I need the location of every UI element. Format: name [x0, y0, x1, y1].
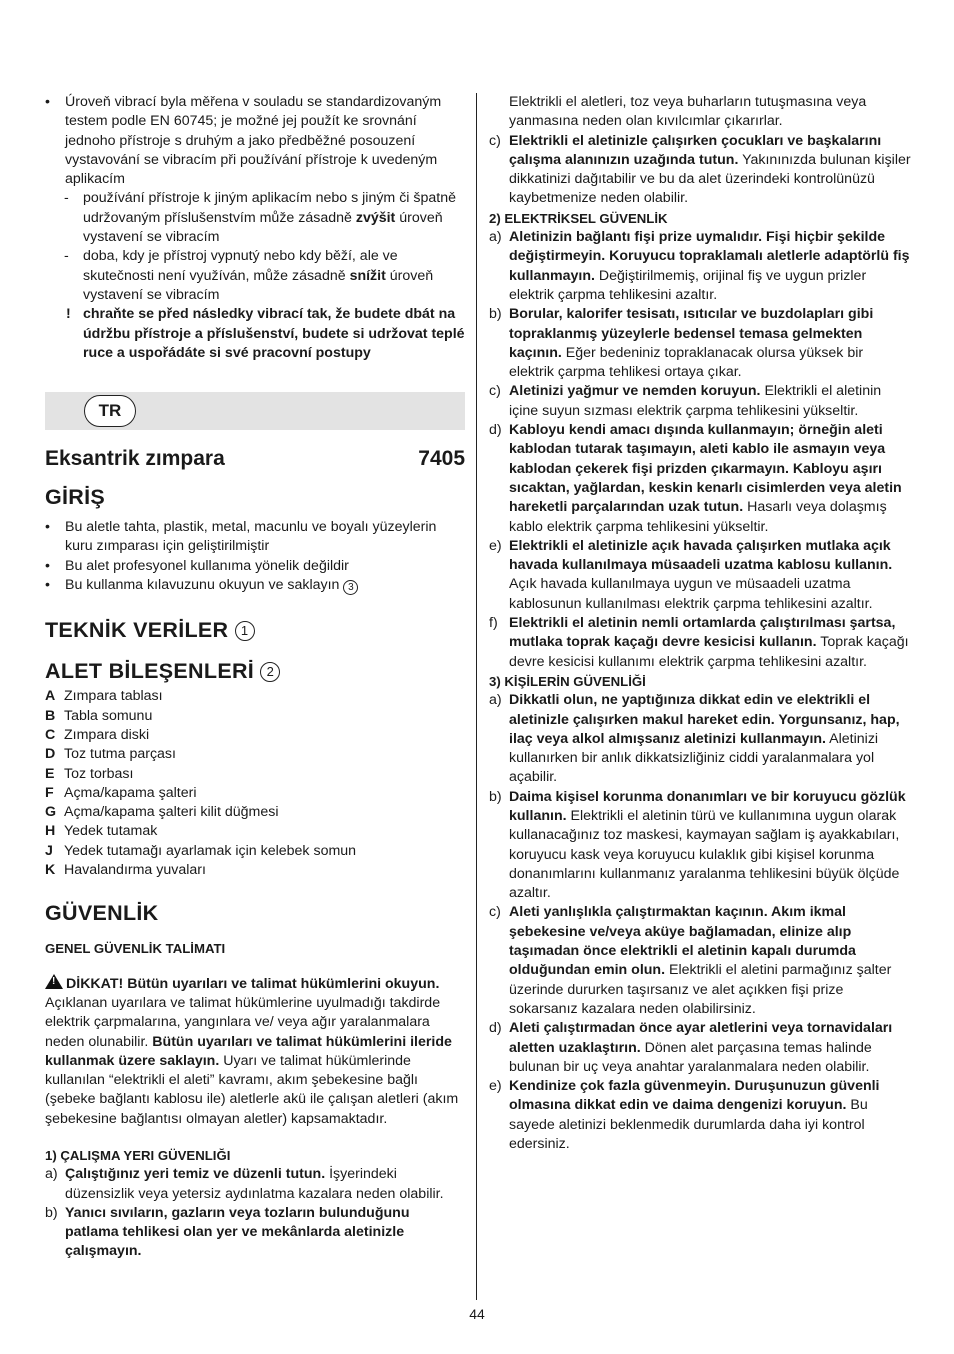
cz-sub-item-1	[45, 189, 465, 247]
item-letter: a)	[45, 1166, 58, 1183]
cz-sub1-bold: zvýšit	[355, 209, 396, 226]
item-text: Eğer bedeniniz topraklanacak olursa yüksek bir elektrik çarpma tehlikesi ortaya çıkar.	[509, 344, 864, 381]
personal-item-c	[489, 903, 911, 1019]
item-bold: Aleti çalıştırmadan önce ayar aletlerini veya tornavidaları aletten uzaklaştırın.	[509, 1020, 893, 1056]
parts-heading-text: ALET BİLEŞENLERİ	[45, 659, 255, 684]
item-letter: e)	[489, 1078, 502, 1095]
warning-icon	[45, 974, 63, 989]
item-text: Elektrikli el aletinin türü ve kullanımına uygun olarak kullanacağınız toz maskesi, kaymayan sağlam iş ayakkabıları, koruyucu kask veya koruyucu kulaklık gibi kişisel korunma donanımlarını kullanmanız yaralanma tehlikesini büyük ölçüde azaltır.	[509, 807, 900, 902]
part-key: A	[45, 688, 56, 705]
item-letter: a)	[489, 229, 502, 246]
item-text: İşyerindeki düzensizlik veya yetersiz aydınlatma kazalara neden olabilir.	[65, 1166, 444, 1202]
item-letter: d)	[489, 422, 502, 439]
item-bold: Kendinize çok fazla güvenmeyin. Duruşunuzun güvenli olmasına dikkat edin ve daima dengenizi koruyun.	[509, 1078, 880, 1114]
list-item	[45, 765, 465, 784]
cz-bullet	[45, 93, 465, 189]
part-key: E	[45, 765, 55, 782]
personal-item-b	[489, 788, 911, 904]
item-text: Bu sayede aletinizi beklenmedik durumlarda daha iyi kontrol edersiniz.	[509, 1097, 868, 1153]
item-bold: Kabloyu kendi amacı dışında kullanmayın; örneğin aleti kablodan tutarak taşımayın, aleti kablo ile asmayın veya kablodan çekerek fişi prizden çıkarmayın. Kabloyu aşırı sıcaktan, yağlardan, keskin kenarlı cisimlerden veya aletin hareketli parçalarından uzak tutun.	[509, 422, 902, 516]
right-column	[489, 93, 911, 1154]
item-letter: c)	[489, 383, 501, 400]
general-safety-heading: GENEL GÜVENLİK TALİMATI	[45, 941, 226, 957]
item-letter: f)	[489, 615, 498, 632]
figure-ref-3: 3	[343, 580, 358, 595]
part-key: G	[45, 804, 57, 821]
work-area-item-b	[45, 1204, 465, 1262]
tech-heading-text: TEKNİK VERİLER	[45, 618, 229, 643]
list-item	[45, 726, 465, 745]
part-key: K	[45, 862, 56, 879]
product-title-row	[45, 446, 465, 472]
parts-list	[45, 687, 465, 880]
item-bold: Daima kişisel korunma donanımları ve bir koruyucu gözlük kullanın.	[509, 788, 906, 824]
item-letter: e)	[489, 537, 502, 554]
page-number: 44	[469, 1306, 485, 1322]
personal-item-d	[489, 1019, 911, 1077]
work-area-item-c	[489, 132, 911, 209]
list-item	[45, 707, 465, 726]
cz-sub2-text: doba, kdy je přístroj vypnutý nebo kdy běží, ale ve skutečnosti není využíván, může zásadně	[83, 248, 398, 284]
cz-sub1-text: používání přístroje k jiným aplikacím nebo s jiným či špatně udržovaným příslušenstvím může zásadně	[83, 190, 456, 226]
item-text: Dönen alet parçasına temas halinde bulunan bir uç veya anahtar yaralanmalara neden olabilir.	[509, 1039, 872, 1075]
item-bold: Borular, kalorifer tesisatı, ısıtıcılar ve buzdolapları gibi topraklanmış yüzeylerle bedensel temasa gelmekten kaçının.	[509, 306, 874, 361]
dash-mark: -	[64, 190, 69, 207]
exclamation-mark: !	[66, 306, 71, 323]
item-letter: c)	[489, 132, 501, 149]
item-text: Elektrikli el aletleri, toz veya buharların tutuşmasına veya yanmasına neden olan kıvılcımlar çıkarırlar.	[509, 94, 867, 130]
language-band	[45, 392, 465, 430]
list-item	[45, 803, 465, 822]
cz-bullet-text: Úroveň vibrací byla měřena v souladu se standardizovaným testem podle EN 60745; je možné jej použít ke srovnání jednoho přístroje s druhým a jako předběžné posouzení vystavování se vibracím při používání přístroje k uvedeným aplikacím	[65, 94, 442, 188]
item-letter: d)	[489, 1020, 502, 1037]
bullet-mark: •	[45, 577, 50, 594]
cz-warning	[45, 305, 465, 363]
electrical-item-c	[489, 382, 911, 421]
part-label: Yedek tutamağı ayarlamak için kelebek somun	[64, 842, 357, 859]
bullet-mark: •	[45, 519, 50, 536]
item-text: Değiştirilmemiş, orijinal fiş ve uygun prizler elektrik çarpma tehlikesini azaltır.	[509, 267, 867, 303]
general-warning	[45, 974, 465, 1129]
item-bold: Çalıştığınız yeri temiz ve düzenli tutun.	[65, 1166, 326, 1183]
item-bold: Aleti yanlışlıkla çalıştırmaktan kaçının. Akım ikmal şebekesine ve/veya aküye bağlamadan, elinize alıp taşımadan önce elektrikli el aletinin kapalı durumda olduğundan emin olun.	[509, 904, 856, 979]
item-text: Toprak kaçağı devre kesicisi kullanımı elektrik çarpma tehlikesini azaltır.	[509, 634, 909, 670]
part-label: Zımpara tablası	[64, 688, 163, 705]
item-letter: a)	[489, 692, 502, 709]
personal-item-e	[489, 1077, 911, 1154]
item-text: Hasarlı veya dolaşmış kablo elektrik çarpma tehlikesini yükseltir.	[509, 499, 887, 535]
language-badge: TR	[84, 395, 136, 427]
item-letter: b)	[489, 306, 502, 323]
intro-bullet-text: Bu alet profesyonel kullanıma yönelik değildir	[65, 557, 349, 574]
part-key: B	[45, 707, 56, 724]
item-text: Elektrikli el aletini parmağınız şalter üzerinde dururken taşırsanız ve alet açıkken fişi prize sokarsanız kazalara neden olabilirsiniz.	[509, 962, 892, 1017]
part-key: F	[45, 784, 54, 801]
part-label: Açma/kapama şalteri kilit düğmesi	[64, 804, 279, 821]
work-area-item-b-cont	[489, 93, 911, 132]
intro-bullet-text: Bu kullanma kılavuzunu okuyun ve saklayın	[65, 577, 340, 594]
intro-heading: GİRİŞ	[45, 485, 106, 510]
part-label: Açma/kapama şalteri	[64, 784, 197, 801]
part-label: Toz tutma parçası	[64, 746, 176, 763]
item-text: Aletinizi kullanırken bir anlık dikkatsizliğiniz ciddi yaralanmalara yol açabilir.	[509, 730, 879, 786]
item-bold: Dikkatli olun, ne yaptığınıza dikkat edin ve elektrikli el aletinizle çalışırken makul hareket edin. Yorgunsanız, hap, ilaç veya alkol almışsanız aletinizi kullanmayın.	[509, 692, 900, 747]
warning-bold-1: DİKKAT! Bütün uyarıları ve talimat hükümlerini okuyun.	[66, 975, 440, 992]
item-bold: Yanıcı sıvıların, gazların veya tozların bulunduğunu patlama tehlikesi olan yer ve mekânlarda aletinizle çalışmayın.	[65, 1204, 410, 1260]
list-item	[45, 842, 465, 861]
cz-sub2-bold: snížit	[349, 267, 386, 284]
list-item	[45, 784, 465, 803]
parts-heading	[45, 658, 465, 685]
list-item	[45, 745, 465, 764]
part-label: Havalandırma yuvaları	[64, 862, 206, 879]
electrical-item-b	[489, 305, 911, 382]
electrical-item-f	[489, 614, 911, 672]
list-item	[45, 687, 465, 706]
work-area-heading: 1) ÇALIŞMA YERI GÜVENLIĞI	[45, 1147, 231, 1163]
personal-item-a	[489, 691, 911, 787]
item-letter: b)	[489, 788, 502, 805]
item-bold: Elektrikli el aletinizle çalışırken çocukları ve başkalarını çalışma alanınızın uzağında tutun.	[509, 132, 882, 168]
cz-warning-text: chraňte se před následky vibrací tak, že budete dbát na údržbu přístroje a příslušenství, budete si udržovat teplé ruce a uspořádáte si své pracovní postupy	[83, 306, 465, 361]
intro-bullet	[45, 557, 465, 576]
cz-sub1-tail: úroveň vystavení se vibracím	[83, 209, 443, 246]
work-area-item-a	[45, 1165, 465, 1204]
bullet-mark: •	[45, 94, 50, 110]
item-bold: Aletinizi yağmur ve nemden koruyun.	[509, 383, 761, 400]
intro-bullet	[45, 576, 465, 595]
column-divider	[476, 93, 477, 1300]
tech-heading	[45, 617, 465, 644]
item-letter: c)	[489, 904, 501, 921]
bullet-mark: •	[45, 557, 50, 574]
warning-text-1: Açıklanan uyarılara ve talimat hükümlerine uyulmadığı takdirde elektrik çarpmalarına, yangınlara ve/ veya ağır yaralanmalara neden olunabilir.	[45, 994, 441, 1050]
part-key: J	[45, 842, 53, 859]
part-key: C	[45, 726, 56, 743]
part-label: Yedek tutamak	[64, 823, 158, 840]
personal-safety-heading: 3) KİŞİLERİN GÜVENLİĞİ	[489, 673, 646, 689]
item-bold: Aletinizin bağlantı fişi prize uymalıdır. Fişi hiçbir şekilde değiştirmeyin. Koruyucu topraklamalı aletlerle adaptörlü fiş kullanmayın.	[509, 229, 910, 284]
cz-sub-item-2	[45, 247, 465, 305]
item-text: Açık havada kullanılmaya uygun ve müsaadeli uzatma kablosunun kullanılması elektrik çarpma tehlikesini azaltır.	[509, 576, 873, 612]
product-name: Eksantrik zımpara	[45, 447, 225, 471]
intro-bullet	[45, 518, 465, 557]
item-letter: b)	[45, 1204, 58, 1221]
product-model: 7405	[418, 447, 465, 471]
left-column	[45, 93, 465, 1262]
part-key: D	[45, 746, 56, 763]
cz-sub2-tail: úroveň vystavení se vibracím	[83, 267, 434, 303]
figure-ref-2: 2	[260, 662, 280, 682]
dash-mark: -	[64, 248, 69, 265]
item-text: Elektrikli el aletinin içine suyun sızması elektrik çarpma tehlikesini yükseltir.	[509, 383, 882, 419]
safety-heading: GÜVENLİK	[45, 901, 159, 926]
intro-bullet-text: Bu aletle tahta, plastik, metal, macunlu ve boyalı yüzeylerin kuru zımparası için geliştirilmiştir	[65, 519, 437, 555]
electrical-item-e	[489, 537, 911, 614]
warning-text-2: Uyarı ve talimat hükümlerinde kullanılan “elektrikli el aleti” kavramı, akım şebekesine bağlı (şebeke bağlantı kablosu ile) aletlerle akü ile çalışan aletleri (akım şebekesine bağlantısı olmayan aletler) kapsamaktadır.	[45, 1052, 459, 1127]
item-bold: Elektrikli el aletinizle açık havada çalışırken mutlaka açık havada kullanılmaya müsaadeli uzatma kablosu kullanın.	[509, 537, 893, 574]
electrical-item-d	[489, 421, 911, 537]
part-label: Tabla somunu	[64, 707, 153, 724]
electrical-safety-heading: 2) ELEKTRİKSEL GÜVENLİK	[489, 210, 668, 226]
item-bold: Elektrikli el aletinin nemli ortamlarda çalıştırılması şartsa, mutlaka toprak kaçağı devre kesicisi kullanın.	[509, 615, 896, 651]
part-label: Zımpara diski	[64, 726, 150, 743]
part-key: H	[45, 823, 56, 840]
figure-ref-1: 1	[235, 621, 255, 641]
item-text: Yakınınızda bulunan kişiler dikkatinizi dağıtabilir ve bu da alet üzerindeki kontrolünüzü kaybetmenize neden olabilir.	[509, 151, 911, 207]
warning-bold-2: Bütün uyarıları ve talimat hükümlerini ileride kullanmak üzere saklayın.	[45, 1033, 452, 1069]
part-label: Toz torbası	[64, 765, 134, 782]
electrical-item-a	[489, 228, 911, 305]
list-item	[45, 861, 465, 880]
list-item	[45, 822, 465, 841]
